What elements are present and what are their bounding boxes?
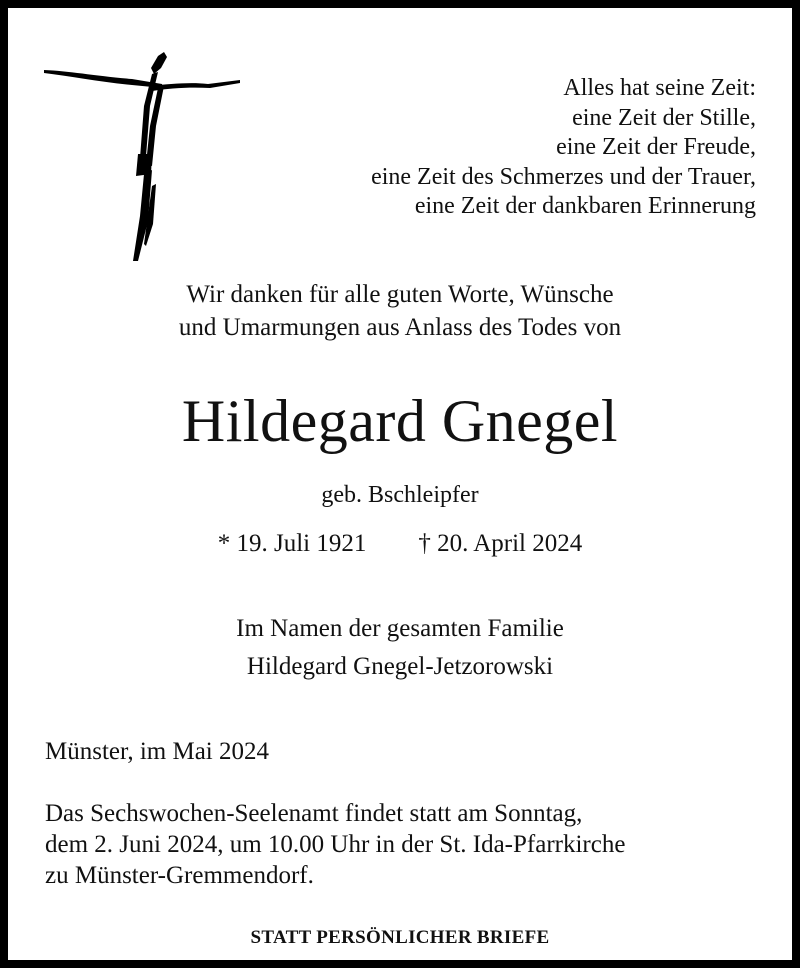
- poem-line: eine Zeit der Stille,: [572, 104, 756, 131]
- poem-line: eine Zeit der Freude,: [556, 134, 756, 160]
- service-line: dem 2. Juni 2024, um 10.00 Uhr in der St. Ida-Pfarrkirche: [45, 831, 626, 858]
- service-line: zu Münster-Gremmendorf.: [45, 862, 314, 889]
- poem-line: Alles hat seine Zeit:: [563, 75, 756, 101]
- poem-line: eine Zeit der dankbaren Erinnerung: [414, 193, 756, 219]
- poem: [371, 74, 756, 222]
- thanks-line: und Umarmungen aus Anlass des Todes von: [178, 314, 622, 341]
- family-line: Im Namen der gesamten Familie: [236, 615, 564, 642]
- poem-line: eine Zeit des Schmerzes und der Trauer,: [371, 163, 756, 190]
- thanks-text: [8, 278, 792, 344]
- footer-note: STATT PERSÖNLICHER BRIEFE: [250, 927, 550, 948]
- thanks-line: Wir danken für alle guten Worte, Wünsche: [186, 281, 614, 308]
- service-line: Das Sechswochen-Seelenamt findet statt am Sonntag,: [45, 800, 583, 827]
- deceased-name: Hildegard Gnegel: [181, 388, 619, 454]
- family-line: Hildegard Gnegel-Jetzorowski: [246, 653, 554, 680]
- death-date: † 20. April 2024: [418, 530, 583, 557]
- place-date: Münster, im Mai 2024: [45, 738, 269, 765]
- birth-name: geb. Bschleipfer: [321, 482, 479, 508]
- obituary-card: [8, 8, 792, 960]
- life-dates: [8, 528, 792, 560]
- birth-date: * 19. Juli 1921: [217, 530, 367, 557]
- family-signature: [8, 610, 792, 686]
- crucifix-icon: [40, 46, 240, 271]
- service-notice: [45, 798, 625, 891]
